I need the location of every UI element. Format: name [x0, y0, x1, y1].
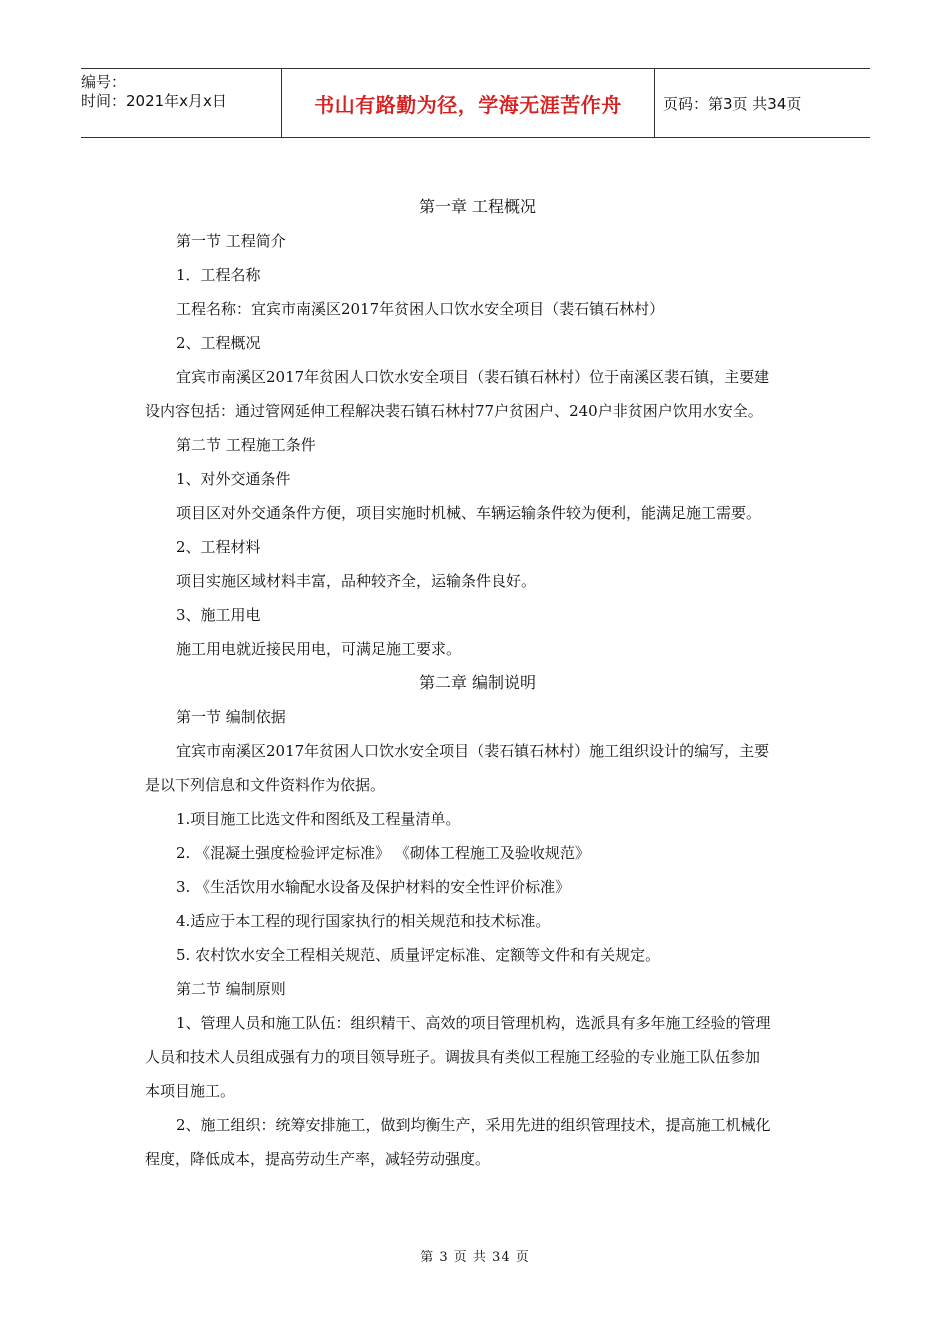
document-body	[145, 190, 810, 1176]
paragraph-line: 施工用电就近接民用电，可满足施工要求。	[176, 640, 462, 658]
paragraph-line: 宜宾市南溪区2017年贫困人口饮水安全项目（裴石镇石林村）施工组织设计的编写，主要	[176, 742, 770, 760]
paragraph-line: 宜宾市南溪区2017年贫困人口饮水安全项目（裴石镇石林村）位于南溪区裴石镇，主要建	[176, 368, 770, 386]
paragraph-line: 人员和技术人员组成强有力的项目领导班子。调拔具有类似工程施工经验的专业施工队伍参加	[145, 1048, 761, 1066]
paragraph-line: 第一节 工程简介	[176, 232, 286, 250]
page-header	[81, 68, 870, 138]
document-number-label: 编号：	[81, 73, 127, 91]
paragraph-line: 2. 《混凝土强度检验评定标准》 《砌体工程施工及验收规范》	[176, 844, 590, 862]
header-page-info: 页码：第3页 共34页	[663, 94, 802, 113]
paragraph-line: 2、施工组织：统筹安排施工，做到均衡生产，采用先进的组织管理技术，提高施工机械化	[176, 1116, 771, 1134]
paragraph-line: 2、工程概况	[176, 334, 261, 352]
page-footer: 第 3 页 共 34 页	[420, 1250, 530, 1265]
paragraph-line: 工程名称：宜宾市南溪区2017年贫困人口饮水安全项目（裴石镇石林村）	[176, 300, 665, 318]
header-motto: 书山有路勤为径，学海无涯苦作舟	[281, 69, 655, 137]
paragraph-line: 是以下列信息和文件资料作为依据。	[145, 776, 386, 794]
paragraph-line: 程度，降低成本，提高劳动生产率，减轻劳动强度。	[145, 1150, 491, 1168]
paragraph-line: 2、工程材料	[176, 538, 261, 556]
paragraph-line: 第二节 工程施工条件	[176, 436, 316, 454]
header-meta	[81, 69, 281, 137]
paragraph-line: 5. 农村饮水安全工程相关规范、质量评定标准、定额等文件和有关规定。	[176, 946, 661, 964]
paragraph-line: 4.适应于本工程的现行国家执行的相关规范和技术标准。	[176, 912, 551, 930]
chapter-heading: 第一章 工程概况	[418, 197, 537, 216]
paragraph-line: 1、对外交通条件	[176, 470, 291, 488]
paragraph-line: 1．工程名称	[176, 266, 261, 284]
paragraph-line: 3、施工用电	[176, 606, 261, 624]
paragraph-line: 项目实施区域材料丰富，品种较齐全，运输条件良好。	[176, 572, 537, 590]
chapter-heading: 第二章 编制说明	[418, 673, 537, 692]
paragraph-line: 设内容包括：通过管网延伸工程解决裴石镇石林村77户贫困户、240户非贫困户饮用水安全。	[145, 402, 763, 420]
paragraph-line: 第二节 编制原则	[176, 980, 286, 998]
paragraph-line: 项目区对外交通条件方便，项目实施时机械、车辆运输条件较为便利，能满足施工需要。	[176, 504, 762, 522]
paragraph-line: 本项目施工。	[145, 1082, 236, 1100]
paragraph-line: 1.项目施工比选文件和图纸及工程量清单。	[176, 810, 461, 828]
document-time-label: 时间：2021年x月x日	[81, 92, 227, 110]
paragraph-line: 3. 《生活饮用水输配水设备及保护材料的安全性评价标准》	[176, 878, 571, 896]
paragraph-line: 1、管理人员和施工队伍：组织精干、高效的项目管理机构，选派具有多年施工经验的管理	[176, 1014, 771, 1032]
paragraph-line: 第一节 编制依据	[176, 708, 286, 726]
